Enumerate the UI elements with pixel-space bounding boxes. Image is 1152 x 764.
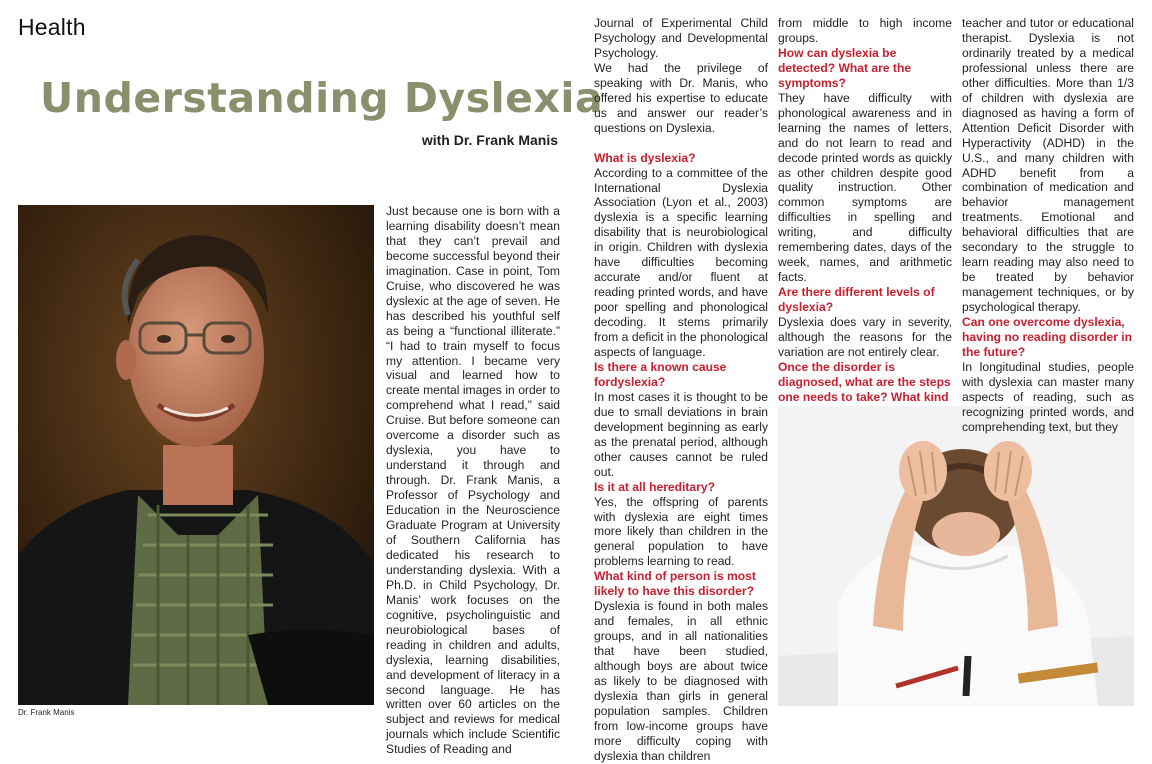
photo-caption: Dr. Frank Manis <box>18 708 75 717</box>
answer-text: They have difficulty with phonological awareness and in learning the names of letters, and do not learn to read and decode printed words as quickly as other children despite good quality instruction. Other common symptoms are difficulties in spelling and writing, and difficulty remembering dates, days of the week, names, and arithmetic facts. <box>778 90 952 285</box>
question-heading: What kind of person is most likely to have this disorder? <box>594 569 756 599</box>
article-title: Understanding Dyslexia <box>40 74 604 122</box>
article-byline: with Dr. Frank Manis <box>421 132 558 148</box>
question-heading: Can one overcome dyslexia, having no reading disorder in the future? <box>962 315 1133 359</box>
answer-text: Dyslexia is found in both males and females, in all ethnic groups, and in all nationalities that have been studied, although boys are about twice as likely to be diagnosed with dyslexia than girls in general population samples. Children from low-income groups have more difficulty coping with dyslexia than children <box>594 599 768 763</box>
column-3 <box>778 16 952 465</box>
answer-text-continued: teacher and tutor or educational therapist. Dyslexia is not ordinarily treated by a medical professional unless there are other difficulties. More than 1/3 of children with dyslexia are diagnosed as having a form of Attention Deficit Disorder with Hyperactivity (ADHD) in the U.S., and many children with ADHD benefit from a combination of medication and behavior management treatments. Emotional and behavioral difficulties that are secondary to the struggle to learn reading may also need to be treated by behavior management techniques, or by psychological therapy. <box>962 16 1134 315</box>
answer-text: Dyslexia does vary in severity, although the reasons for the variation are not entirely clear. <box>778 315 952 359</box>
column-4 <box>962 16 1134 435</box>
answer-text: In most cases it is thought to be due to small deviations in brain development beginning as early as the prenatal period, although other causes cannot be ruled out. <box>594 389 768 479</box>
answer-text: Yes, the offspring of parents with dyslexia are eight times more likely than children in the general population to have problems learning to read. <box>594 494 768 569</box>
intro-paragraph-continued: Journal of Experimental Child Psychology and Developmental Psychology. <box>594 16 768 60</box>
question-heading: Are there different levels of dyslexia? <box>778 285 935 315</box>
question-heading: What is dyslexia? <box>594 150 696 165</box>
portrait-photo <box>18 205 374 705</box>
question-heading: Once the disorder is diagnosed, what are the steps one needs to take? What kind <box>778 359 951 404</box>
answer-text: According to a committee of the International Dyslexia Association (Lyon et al., 2003) dyslexia is a specific learning disability that is neurobiological in origin. Children with dyslexia have difficulties becoming accurate and/or fluent at reading printed words, and have poor spelling and phonological decoding. It stems primarily from a deficit in the phonological aspects of language. <box>594 165 768 360</box>
intro-paragraph: Just because one is born with a learning disability doesn’t mean that they can’t prevail and become successful beyond their imagination. Case in point, Tom Cruise, who discovered he was dyslexic at the age of seven. He has described his youthful self as being a “functional illiterate.” “I had to train myself to focus my attention. I became very visual and learned how to create mental images in order to comprehend what I read,” said Cruise. But before someone can overcome a disorder such as dyslexia, you have to understand it through and through. Dr. Frank Manis, a Professor of Psychology and Education in the Neuroscience Graduate Program at University of Southern California has dedicated his research to understanding dyslexia. With a Ph.D. in Child Psychology, Dr. Manis’ work focuses on the cognitive, psycholinguistic and neurobiological bases of reading in children and adults, dyslexia, learning disabilities, and development of literacy in a second language. He has written over 60 articles on the subject and reviews for medical journals which include Scientific Studies of Reading and <box>386 204 560 757</box>
question-heading: How can dyslexia be detected? What are the symptoms? <box>778 45 912 90</box>
column-2 <box>594 16 768 764</box>
answer-text-continued: from middle to high income groups. <box>778 16 952 45</box>
question-heading: Is there a known cause fordyslexia? <box>594 359 727 389</box>
child-photo <box>778 406 1134 706</box>
intro-paragraph-2: We had the privilege of speaking with Dr. Manis, who offered his expertise to educate us and answer our reader’s questions on Dyslexia. <box>594 60 768 135</box>
question-heading: Is it at all hereditary? <box>594 479 715 494</box>
column-1 <box>386 204 560 757</box>
answer-text: In longitudinal studies, people with dyslexia can master many aspects of reading, such as recognizing printed words, and comprehending text, but they <box>962 359 1134 434</box>
section-label: Health <box>18 14 86 40</box>
